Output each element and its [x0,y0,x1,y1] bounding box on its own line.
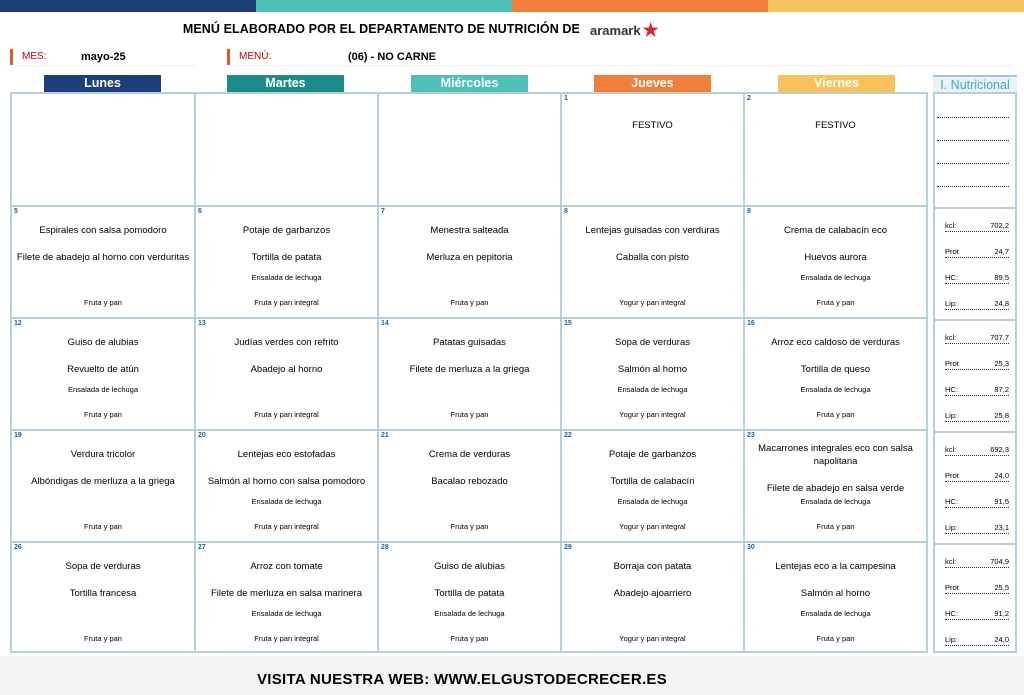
day-number: 15 [564,320,572,327]
second-course: Bacalao rebozado [431,476,508,487]
nutrition-blank-row [937,176,1009,187]
dessert: Yogur y pan integral [619,410,686,419]
nutrition-week [935,431,1015,545]
nutrition-kcl [945,445,1009,456]
day-cell [379,319,562,431]
day-cell [196,94,379,207]
day-number: 27 [198,544,206,551]
day-cell [12,431,196,543]
first-course: Patatas guisadas [433,337,506,348]
day-number: 21 [381,432,389,439]
nutrition-header: I. Nutricional [933,75,1017,94]
first-course: Potaje de garbanzos [242,225,331,236]
nutrition-label: kcl: [945,557,957,566]
dessert: Fruta y pan [450,298,489,307]
day-cell [745,543,926,651]
dessert: Fruta y pan [450,410,489,419]
nutrition-value: 25,8 [994,411,1009,420]
nutrition-value: 24,0 [994,471,1009,480]
second-course: Albóndigas de merluza a la griega [31,476,175,487]
day-header-lunes: Lunes [44,75,161,92]
dessert: Yogur y pan integral [619,634,686,643]
mes-label: MES: [22,51,47,62]
first-course: Potaje de garbanzos [608,449,697,460]
day-number: 26 [14,544,22,551]
second-course: Abadejo al horno [250,364,323,375]
second-course: Salmón al horno con salsa pomodoro [207,476,366,487]
dessert: Fruta y pan integral [254,634,319,643]
nutrition-week [935,543,1015,651]
dessert: Fruta y pan [84,410,122,419]
day-cell [562,431,745,543]
nutrition-prot [945,359,1009,370]
first-course: Menestra salteada [430,225,509,236]
day-cell [196,207,379,319]
day-cell [12,319,196,431]
dessert: Yogur y pan integral [619,522,686,531]
day-number: 8 [564,208,568,215]
menu-value: (06) - NO CARNE [348,51,437,63]
day-cell [379,207,562,319]
nutrition-label: Lip: [945,523,958,532]
day-cell [196,543,379,651]
nutrition-kcl [945,333,1009,344]
day-number: 1 [564,95,568,102]
first-course: Espirales con salsa pomodoro [39,225,167,236]
first-course: Guiso de alubias [434,561,505,572]
nutrition-value: 25,5 [994,583,1009,592]
nutrition-lip [945,635,1009,646]
menu-label: MENÚ: [239,51,272,62]
nutrition-label: kcl: [945,333,957,342]
day-cell [745,94,926,207]
nutrition-blank-row [937,130,1009,141]
second-course: Filete de merluza a la griega [409,364,530,375]
nutrition-label: Lip: [945,635,958,644]
nutrition-value: 24,8 [994,299,1009,308]
day-number: 29 [564,544,572,551]
side-dish: Ensalada de lechuga [434,609,505,618]
day-cell [379,431,562,543]
second-course: Filete de merluza en salsa marinera [210,588,362,599]
dessert: Fruta y pan [816,522,855,531]
second-course: Tortilla de calabacín [610,476,695,487]
second-course: Revuelto de atún [67,364,139,375]
day-number: 20 [198,432,206,439]
nutrition-week [935,94,1015,209]
first-course: Lentejas guisadas con verduras [585,225,720,236]
day-number: 30 [747,544,755,551]
menu-marker [227,49,230,65]
day-cell [562,94,745,207]
nutrition-value: 91,5 [994,497,1009,506]
second-course: Tortilla francesa [69,588,137,599]
nutrition-value: 24,0 [994,635,1009,644]
first-course: Lentejas eco estofadas [237,449,336,460]
dessert: Fruta y pan [84,522,122,531]
day-header-viernes: Viernes [778,75,895,92]
second-course: Tortilla de patata [434,588,505,599]
nutrition-value: 702,2 [990,221,1009,230]
day-header-miercoles: Miércoles [411,75,528,92]
side-dish: Ensalada de lechuga [251,497,322,506]
second-course: Tortilla de patata [251,252,322,263]
side-dish: Ensalada de lechuga [617,385,688,394]
nutrition-hc [945,273,1009,284]
first-course: Lentejas eco a la campesina [775,561,896,572]
day-number: 5 [14,208,18,215]
dessert: Fruta y pan integral [254,410,319,419]
side-dish: Ensalada de lechuga [800,609,871,618]
nutrition-week [935,207,1015,321]
second-course: Salmón al horno [617,364,688,375]
website-footer: VISITA NUESTRA WEB: WWW.ELGUSTODECRECER.ES [256,671,668,688]
day-number: 13 [198,320,206,327]
day-number: 12 [14,320,22,327]
nutrition-lip [945,299,1009,310]
side-dish: Ensalada de lechuga [800,273,871,282]
side-dish: Ensalada de lechuga [251,609,322,618]
day-cell [12,543,196,651]
nutrition-kcl [945,557,1009,568]
first-course: Macarrones integrales eco con salsa napolitana [758,443,913,467]
first-course: Sopa de verduras [615,337,690,348]
star-icon: ★ [642,19,659,40]
first-course: Guiso de alubias [67,337,139,348]
menu-field [233,49,1013,66]
nutrition-kcl [945,221,1009,232]
top-color-bar [0,0,1024,12]
nutrition-value: 89,5 [994,273,1009,282]
dessert: Fruta y pan [450,634,489,643]
dessert: Fruta y pan [816,410,855,419]
dessert: Fruta y pan [84,634,122,643]
nutrition-label: Prot [945,471,959,480]
first-course: Borraja con patata [613,561,692,572]
aramark-logo [590,18,659,42]
nutrition-value: 704,9 [990,557,1009,566]
nutrition-week [935,319,1015,433]
first-course: Judías verdes con refrito [234,337,339,348]
second-course: Tortilla de queso [800,364,871,375]
nutrition-label: Prot [945,359,959,368]
side-dish: Ensalada de lechuga [617,497,688,506]
day-cell [196,431,379,543]
side-dish: Ensalada de lechuga [800,385,871,394]
first-course: Arroz con tomate [250,561,323,572]
day-number: 16 [747,320,755,327]
day-number: 23 [747,432,755,439]
dessert: Fruta y pan [816,634,855,643]
first-course: Arroz eco caldoso de verduras [771,337,900,348]
second-course: Salmón al horno [800,588,871,599]
nutrition-value: 25,3 [994,359,1009,368]
side-dish: Ensalada de lechuga [67,385,139,394]
day-number: 9 [747,208,751,215]
day-header-martes: Martes [227,75,344,92]
nutrition-hc [945,497,1009,508]
day-number: 28 [381,544,389,551]
first-course: Verdura tricolor [70,449,136,460]
nutrition-column [933,92,1017,653]
second-course: Caballa con pisto [616,252,689,263]
day-header-jueves: Jueves [594,75,711,92]
nutrition-hc [945,609,1009,620]
nutrition-prot [945,583,1009,594]
day-number: 22 [564,432,572,439]
nutrition-value: 91,2 [994,609,1009,618]
day-cell [745,319,926,431]
nutrition-value: 24,7 [994,247,1009,256]
nutrition-value: 23,1 [994,523,1009,532]
dessert: Fruta y pan [450,522,489,531]
day-number: 19 [14,432,22,439]
side-dish: Ensalada de lechuga [251,273,322,282]
holiday-label: FESTIVO [815,120,856,131]
nutrition-label: Prot [945,583,959,592]
nutrition-blank-row [937,107,1009,118]
first-course: Crema de verduras [428,449,511,460]
nutrition-lip [945,411,1009,422]
second-course: Filete de abadejo al horno con verduritas [16,252,190,263]
day-cell [562,207,745,319]
nutrition-hc [945,385,1009,396]
side-dish: Ensalada de lechuga [800,497,871,506]
first-course: Sopa de verduras [65,561,141,572]
nutrition-blank-row [937,153,1009,164]
menu-calendar-grid [10,92,928,653]
nutrition-label: kcl: [945,221,957,230]
nutrition-label: kcl: [945,445,957,454]
day-cell [12,94,196,207]
day-cell [379,543,562,651]
nutrition-label: HC: [945,497,958,506]
nutrition-value: 707,7 [990,333,1009,342]
first-course: Crema de calabacín eco [784,225,887,236]
holiday-label: FESTIVO [632,120,673,131]
dessert: Fruta y pan [816,298,855,307]
nutrition-prot [945,247,1009,258]
dessert: Fruta y pan integral [254,522,319,531]
nutrition-label: Lip: [945,411,958,420]
day-cell [745,431,926,543]
day-number: 7 [381,208,385,215]
nutrition-lip [945,523,1009,534]
day-number: 6 [198,208,202,215]
nutrition-label: Prot [945,247,959,256]
nutrition-label: HC: [945,385,958,394]
mes-value: mayo-25 [81,51,126,63]
day-cell [379,94,562,207]
day-cell [196,319,379,431]
nutrition-value: 87,2 [994,385,1009,394]
second-course: Merluza en pepitoria [426,252,513,263]
mes-field [16,49,196,66]
second-course: Huevos aurora [804,252,867,263]
day-cell [745,207,926,319]
nutrition-value: 692,3 [990,445,1009,454]
second-course: Filete de abadejo en salsa verde [766,483,905,494]
page-title: MENÚ ELABORADO POR EL DEPARTAMENTO DE NUTRICIÓN DE [182,22,580,36]
day-cell [562,319,745,431]
second-course: Abadejo ajoarriero [613,588,692,599]
nutrition-label: HC: [945,609,958,618]
day-number: 14 [381,320,389,327]
dessert: Fruta y pan integral [254,298,319,307]
nutrition-label: HC: [945,273,958,282]
dessert: Yogur y pan integral [619,298,686,307]
day-cell [12,207,196,319]
mes-marker [10,49,13,65]
dessert: Fruta y pan [84,298,122,307]
nutrition-prot [945,471,1009,482]
day-cell [562,543,745,651]
nutrition-label: Lip: [945,299,958,308]
logo-text: aramark [590,22,641,38]
day-number: 2 [747,95,751,102]
